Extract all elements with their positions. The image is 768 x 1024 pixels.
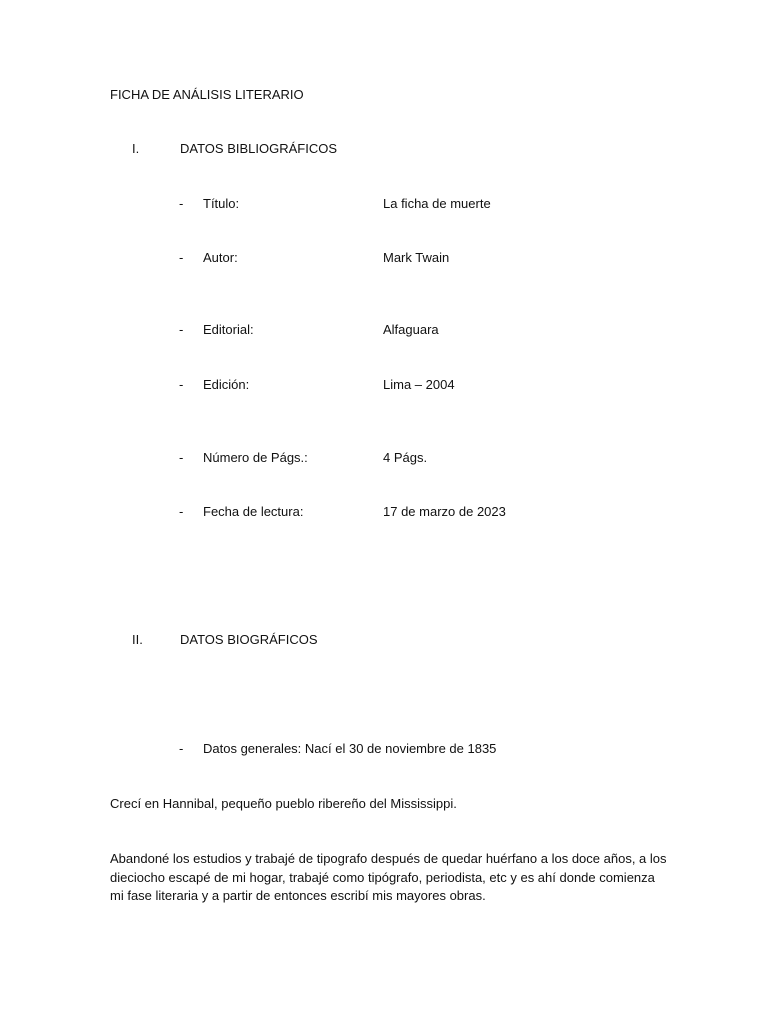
- document-title: FICHA DE ANÁLISIS LITERARIO: [110, 87, 304, 102]
- list-dash: -: [179, 322, 184, 337]
- list-dash: -: [179, 741, 184, 756]
- field-label: Autor:: [203, 250, 238, 265]
- general-data-text: Datos generales: Nací el 30 de noviembre de 1835: [203, 741, 497, 756]
- section-1-numeral: I.: [132, 141, 140, 156]
- field-value: 4 Págs.: [383, 450, 428, 465]
- field-label: Fecha de lectura:: [203, 504, 304, 519]
- biography-paragraph-2: Abandoné los estudios y trabajé de tipografo después de quedar huérfano a los doce años, a los dieciocho escapé de mi hogar, trabajé como tipógrafo, periodista, etc y es ahí donde comienza mi fase literaria y a partir de entonces escribí mis mayores obras.: [110, 851, 667, 903]
- field-value: Alfaguara: [383, 322, 439, 337]
- field-label: Editorial:: [203, 322, 254, 337]
- list-dash: -: [179, 196, 184, 211]
- field-label: Número de Págs.:: [203, 450, 308, 465]
- list-dash: -: [179, 377, 184, 392]
- field-value: 17 de marzo de 2023: [383, 504, 506, 519]
- field-value: La ficha de muerte: [383, 196, 491, 211]
- list-dash: -: [179, 504, 184, 519]
- section-2-numeral: II.: [132, 632, 143, 647]
- field-label: Edición:: [203, 377, 250, 392]
- list-dash: -: [179, 450, 184, 465]
- section-1-heading: DATOS BIBLIOGRÁFICOS: [180, 141, 337, 156]
- field-value: Mark Twain: [383, 250, 450, 265]
- biography-paragraph-1: Crecí en Hannibal, pequeño pueblo ribereño del Mississippi.: [110, 796, 457, 811]
- section-2-heading: DATOS BIOGRÁFICOS: [180, 632, 318, 647]
- list-dash: -: [179, 250, 184, 265]
- field-label: Título:: [203, 196, 240, 211]
- field-value: Lima – 2004: [383, 377, 455, 392]
